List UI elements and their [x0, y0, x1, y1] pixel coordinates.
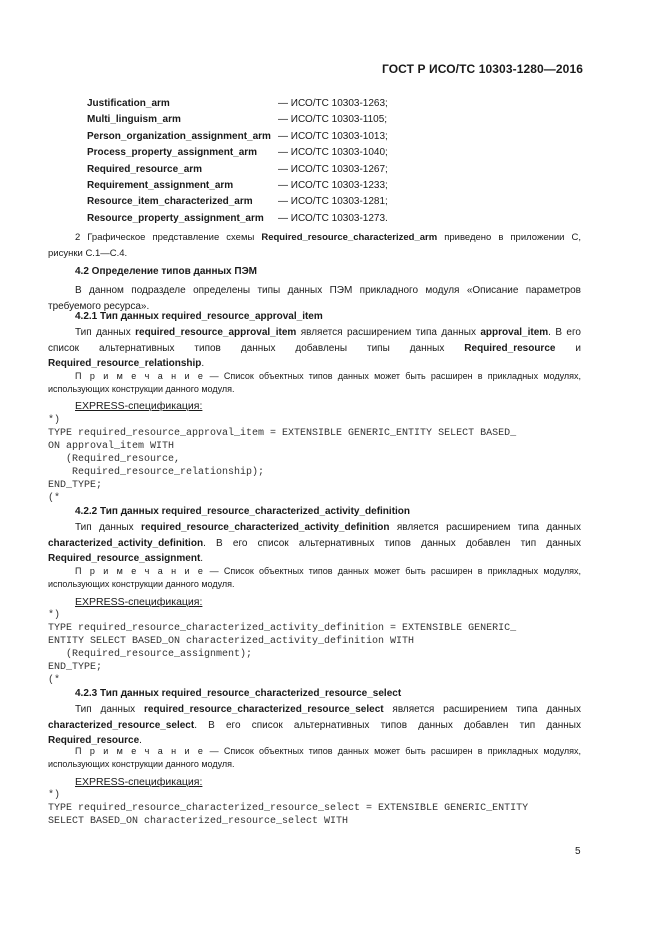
subsection-heading-4-2-2: 4.2.2 Тип данных required_resource_characterized_activity_definition: [75, 506, 411, 517]
express-spec-label: EXPRESS-спецификация:: [75, 776, 203, 788]
reference-name: Multi_linguism_arm: [87, 114, 181, 126]
reference-name: Resource_property_assignment_arm: [87, 212, 264, 224]
note-label: П р и м е ч а н и е: [75, 566, 205, 576]
subsection-paragraph-4-2-2: Тип данных required_resource_characterized_activity_definition является расширением типа данных characterized_activity_definition. В его список альтернативных типов данных добавлен тип данных Required_resource_assignment.: [48, 522, 581, 564]
reference-row: [87, 112, 407, 128]
reference-name: Requirement_assignment_arm: [87, 179, 234, 191]
subsection-paragraph-4-2-1: Тип данных required_resource_approval_item является расширением типа данных approval_item. В его список альтернативных типов данных добавлены типы данных Required_resource и Required_resource_relationship.: [48, 327, 581, 369]
note-label: П р и м е ч а н и е: [75, 371, 205, 381]
reference-value: — ИСО/ТС 10303-1013;: [278, 130, 388, 142]
page-number: 5: [575, 846, 581, 857]
reference-value: — ИСО/ТС 10303-1273.: [278, 212, 388, 224]
reference-row: [87, 129, 407, 145]
section-intro-paragraph: В данном подразделе определены типы данных ПЭМ прикладного модуля «Описание параметров требуемого ресурса».: [48, 285, 581, 312]
note-paragraph: П р и м е ч а н и е — Список объектных типов данных может быть расширен в прикладных модулях, использующих конструкции данного модуля.: [48, 566, 582, 589]
reference-row: [87, 211, 407, 227]
express-spec-label: EXPRESS-спецификация:: [75, 596, 203, 608]
reference-row: [87, 178, 407, 194]
express-code-block: *) TYPE required_resource_characterized_resource_select = EXTENSIBLE GENERIC_ENTITY SELECT BASED_ON characterized_resource_select WITH: [48, 790, 529, 827]
note-paragraph: П р и м е ч а н и е — Список объектных типов данных может быть расширен в прикладных модулях, использующих конструкции данного модуля.: [48, 746, 582, 769]
reference-row: [87, 96, 407, 112]
module-reference-list: [87, 96, 407, 227]
reference-value: — ИСО/ТС 10303-1233;: [278, 179, 388, 191]
reference-row: [87, 194, 407, 210]
note-label: П р и м е ч а н и е: [75, 746, 205, 756]
subsection-heading-4-2-1: 4.2.1 Тип данных required_resource_approval_item: [75, 311, 323, 322]
subsection-paragraph-4-2-3: Тип данных required_resource_characterized_resource_select является расширением типа данных characterized_resource_select. В его список альтернативных типов данных добавлен тип данных Required_resource.: [48, 704, 581, 746]
reference-value: — ИСО/ТС 10303-1281;: [278, 196, 388, 208]
reference-name: Justification_arm: [87, 98, 170, 109]
reference-value: — ИСО/ТС 10303-1105;: [278, 114, 388, 126]
express-spec-label: EXPRESS-спецификация:: [75, 400, 203, 412]
reference-row: [87, 162, 407, 178]
reference-value: — ИСО/ТС 10303-1040;: [278, 147, 388, 159]
schema-name: Required_resource_characterized_arm: [261, 232, 438, 243]
note-paragraph: П р и м е ч а н и е — Список объектных типов данных может быть расширен в прикладных модулях, использующих конструкции данного модуля.: [48, 371, 582, 394]
reference-value: — ИСО/ТС 10303-1267;: [278, 163, 388, 175]
reference-name: Resource_item_characterized_arm: [87, 196, 253, 208]
reference-value: — ИСО/ТС 10303-1263;: [278, 98, 388, 109]
schema-diagram-note: 2 Графическое представление схемы Required_resource_characterized_arm приведено в приложении С, рисунки С.1—С.4.: [48, 232, 581, 259]
reference-name: Required_resource_arm: [87, 163, 203, 175]
reference-name: Process_property_assignment_arm: [87, 147, 258, 159]
reference-name: Person_organization_assignment_arm: [87, 130, 271, 142]
standard-header: ГОСТ Р ИСО/ТС 10303-1280—2016: [382, 62, 583, 76]
reference-row: [87, 145, 407, 161]
section-heading: 4.2 Определение типов данных ПЭМ: [75, 266, 258, 277]
subsection-heading-4-2-3: 4.2.3 Тип данных required_resource_characterized_resource_select: [75, 688, 402, 699]
express-code-block: *) TYPE required_resource_characterized_activity_definition = EXTENSIBLE GENERIC_ ENTITY SELECT BASED_ON characterized_activity_definition WITH (Required_resource_assignment); END_TYPE; (*: [48, 610, 517, 686]
express-code-block: *) TYPE required_resource_approval_item = EXTENSIBLE GENERIC_ENTITY SELECT BASED_ ON approval_item WITH (Required_resource, Required_resource_relationship); END_TYPE; (*: [48, 415, 517, 504]
